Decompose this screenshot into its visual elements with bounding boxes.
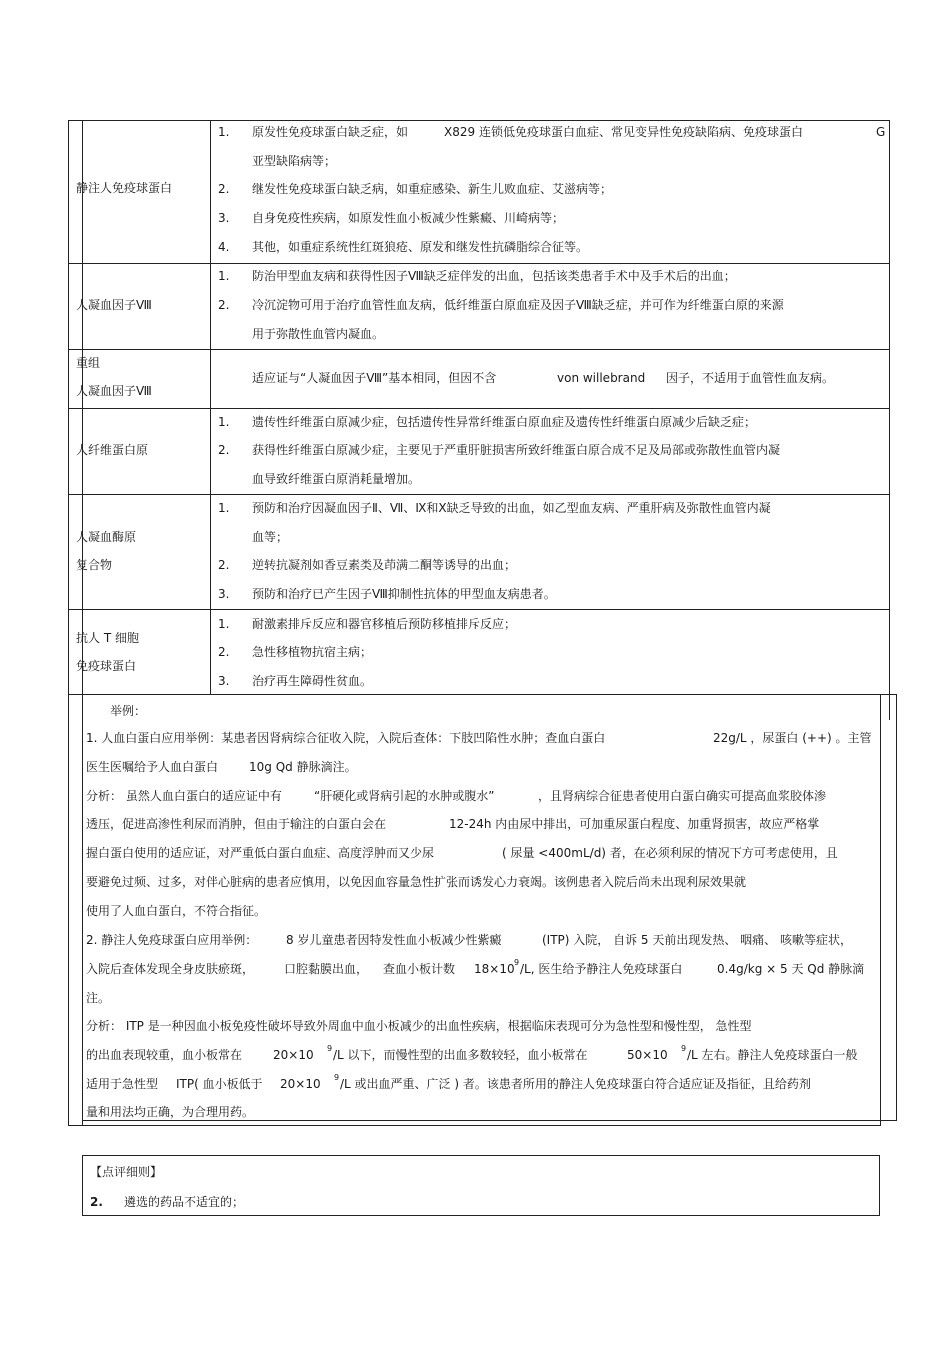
- examples-right-border: [880, 694, 881, 1126]
- example-text: 50×10: [627, 1048, 668, 1062]
- example-text: 12-24h 内由尿中排出，可加重尿蛋白程度、加重肾损害，故应严格掌: [449, 817, 820, 831]
- indication-text: von willebrand: [557, 371, 646, 385]
- example-text: 要避免过频、过多，对伴心脏病的患者应慎用，以免因血容量急性扩张而诱发心力衰竭。该例患者入院后尚未出现利尿效果就: [86, 875, 747, 889]
- row-divider: [68, 494, 889, 495]
- indication-text: 急性移植物抗宿主病；: [252, 645, 373, 659]
- indication-text: G: [876, 125, 886, 139]
- examples-left-border-inner: [82, 694, 83, 1126]
- example-text: 10g Qd 静脉滴注。: [249, 760, 357, 774]
- item-number: 2.: [218, 558, 230, 572]
- row-divider: [68, 349, 889, 350]
- example-text: ，且肾病综合征患者使用白蛋白确实可提高血浆胶体渗: [538, 789, 827, 803]
- example-text: 分析： ITP 是一种因血小板免疫性破坏导致外周血中血小板减少的出血性疾病，根据临床表现可分为急性型和慢性型， 急性型: [86, 1019, 752, 1033]
- examples-heading: 举例：: [110, 704, 147, 718]
- drug-name: 人凝血因子Ⅷ: [76, 298, 152, 312]
- drug-name: 静注人免疫球蛋白: [76, 181, 173, 195]
- item-number: 2.: [218, 182, 230, 196]
- drug-name: 人凝血酶原: [76, 530, 137, 544]
- item-number: 4.: [218, 240, 230, 254]
- drug-name: 重组: [76, 356, 101, 370]
- example-text: 22g/L ，尿蛋白 (++) 。主管: [713, 731, 872, 745]
- example-text: /L 左右。静注人免疫球蛋白一般: [687, 1048, 858, 1062]
- table-right-border: [889, 120, 890, 720]
- item-number: 1.: [218, 269, 230, 283]
- row-divider: [68, 609, 889, 610]
- item-number: 2.: [218, 298, 230, 312]
- example-text: “肝硬化或肾病引起的水肿或腹水”: [314, 789, 495, 803]
- indication-text: 获得性纤维蛋白原减少症，主要见于严重肝脏损害所致纤维蛋白原合成不足及局部或弥散性血管内凝: [252, 443, 781, 457]
- table-top-border: [68, 120, 889, 121]
- example-text: 入院后查体发现全身皮肤瘀斑，: [86, 962, 255, 976]
- indication-text: 遗传性纤维蛋白原减少症，包括遗传性异常纤维蛋白原血症及遗传性纤维蛋白原减少后缺乏症；: [252, 415, 757, 429]
- example-text: 注。: [86, 991, 111, 1005]
- review-box-right: [879, 1155, 880, 1216]
- superscript: 9: [514, 958, 520, 967]
- example-text: 使用了人血白蛋白，不符合指征。: [86, 904, 267, 918]
- indication-text: 亚型缺陷病等；: [252, 154, 337, 168]
- row-divider: [68, 408, 889, 409]
- examples-left-border-outer: [68, 694, 69, 1126]
- examples-bottom-border-inner: [82, 1120, 897, 1121]
- indication-text: 自身免疫性疾病，如原发性血小板减少性紫癜、川崎病等；: [252, 211, 565, 225]
- example-text: 握白蛋白使用的适应证，对严重低白蛋白血症、高度浮肿而又少尿: [86, 846, 435, 860]
- review-box-bottom: [82, 1215, 880, 1216]
- example-text: 适用于急性型: [86, 1077, 159, 1091]
- example-text: 0.4g/kg × 5 天 Qd 静脉滴: [717, 962, 865, 976]
- row-divider: [68, 263, 889, 264]
- example-text: 透压，促进高渗性利尿而消肿，但由于输注的白蛋白会在: [86, 817, 387, 831]
- indication-text: 治疗再生障碍性贫血。: [252, 674, 373, 688]
- examples-bottom-border: [68, 1125, 881, 1126]
- indication-text: 防治甲型血友病和获得性因子Ⅷ缺乏症伴发的出血，包括该类患者手术中及手术后的出血；: [252, 269, 736, 283]
- item-number: 2.: [218, 645, 230, 659]
- item-number: 1.: [218, 617, 230, 631]
- example-text: 的出血表现较重，血小板常在: [86, 1048, 243, 1062]
- indication-text: 预防和治疗因凝血因子Ⅱ、Ⅶ、Ⅸ和Ⅹ缺乏导致的出血，如乙型血友病、严重肝病及弥散性血管内凝: [252, 501, 771, 515]
- superscript: 9: [334, 1073, 340, 1082]
- example-text: (ITP) 入院， 自诉 5 天前出现发热、 咽痛、 咳嗽等症状，: [542, 933, 852, 947]
- indication-text: 因子，不适用于血管性血友病。: [666, 371, 835, 385]
- drug-name: 抗人 T 细胞: [76, 631, 139, 645]
- item-number: 3.: [218, 587, 230, 601]
- example-text: 20×10: [273, 1048, 314, 1062]
- indication-text: 原发性免疫球蛋白缺乏症，如: [252, 125, 409, 139]
- item-number: 1.: [218, 415, 230, 429]
- example-text: /L 以下，而慢性型的出血多数较轻，血小板常在: [333, 1048, 588, 1062]
- review-item-number: 2.: [90, 1195, 103, 1209]
- review-title: 【点评细则】: [90, 1165, 163, 1179]
- drug-name: 人凝血因子Ⅷ: [76, 384, 152, 398]
- example-text: 2. 静注人免疫球蛋白应用举例：: [86, 933, 258, 947]
- example-text: 医生医嘱给予人血白蛋白: [86, 760, 219, 774]
- indication-text: 逆转抗凝剂如香豆素类及茚满二酮等诱导的出血；: [252, 558, 517, 572]
- example-text: 18×10: [474, 962, 515, 976]
- drug-name: 人纤维蛋白原: [76, 443, 149, 457]
- example-text: ( 尿量 <400mL/d) 者，在必须利尿的情况下方可考虑使用，且: [502, 846, 838, 860]
- example-text: 20×10: [280, 1077, 321, 1091]
- indication-text: 用于弥散性血管内凝血。: [252, 327, 385, 341]
- indication-text: 继发性免疫球蛋白缺乏病，如重症感染、新生儿败血症、艾滋病等；: [252, 182, 613, 196]
- example-text: ITP( 血小板低于: [176, 1077, 263, 1091]
- indication-text: 耐激素排斥反应和器官移植后预防移植排斥反应；: [252, 617, 517, 631]
- indication-text: X829 连锁低免疫球蛋白血症、常见变异性免疫缺陷病、免疫球蛋白: [444, 125, 803, 139]
- indication-text: 适应证与“人凝血因子Ⅷ”基本相同，但因不含: [252, 371, 497, 385]
- item-number: 2.: [218, 443, 230, 457]
- example-text: 1. 人血白蛋白应用举例：某患者因肾病综合征收入院，入院后查体：下肢凹陷性水肿；查血白蛋白: [86, 731, 606, 745]
- indication-text: 血等；: [252, 530, 289, 544]
- examples-right-border-outer: [896, 694, 897, 1120]
- review-item-text: 遴选的药品不适宜的；: [124, 1195, 245, 1209]
- superscript: 9: [327, 1044, 333, 1053]
- example-text: /L, 医生给予静注人免疫球蛋白: [520, 962, 683, 976]
- example-text: 查血小板计数: [383, 962, 456, 976]
- table-bottom-border: [68, 694, 897, 695]
- item-number: 3.: [218, 211, 230, 225]
- example-text: 量和用法均正确，为合理用药。: [86, 1105, 255, 1119]
- indication-text: 血导致纤维蛋白原消耗量增加。: [252, 472, 421, 486]
- item-number: 3.: [218, 674, 230, 688]
- item-number: 1.: [218, 501, 230, 515]
- indication-text: 冷沉淀物可用于治疗血管性血友病，低纤维蛋白原血症及因子Ⅷ缺乏症，并可作为纤维蛋白原的来源: [252, 298, 784, 312]
- indication-text: 预防和治疗已产生因子Ⅷ抑制性抗体的甲型血友病患者。: [252, 587, 556, 601]
- indication-text: 其他，如重症系统性红斑狼疮、原发和继发性抗磷脂综合征等。: [252, 240, 589, 254]
- drug-name: 复合物: [76, 558, 113, 572]
- example-text: 8 岁儿童患者因特发性血小板减少性紫癜: [286, 933, 502, 947]
- superscript: 9: [681, 1044, 687, 1053]
- drug-name: 免疫球蛋白: [76, 659, 137, 673]
- example-text: 口腔黏膜出血，: [284, 962, 369, 976]
- example-text: /L 或出血严重、广泛 ) 者。该患者所用的静注人免疫球蛋白符合适应证及指征，且给药剂: [340, 1077, 811, 1091]
- item-number: 1.: [218, 125, 230, 139]
- review-box-left: [82, 1155, 83, 1216]
- example-text: 分析： 虽然人血白蛋白的适应证中有: [86, 789, 282, 803]
- review-box-top: [82, 1155, 880, 1156]
